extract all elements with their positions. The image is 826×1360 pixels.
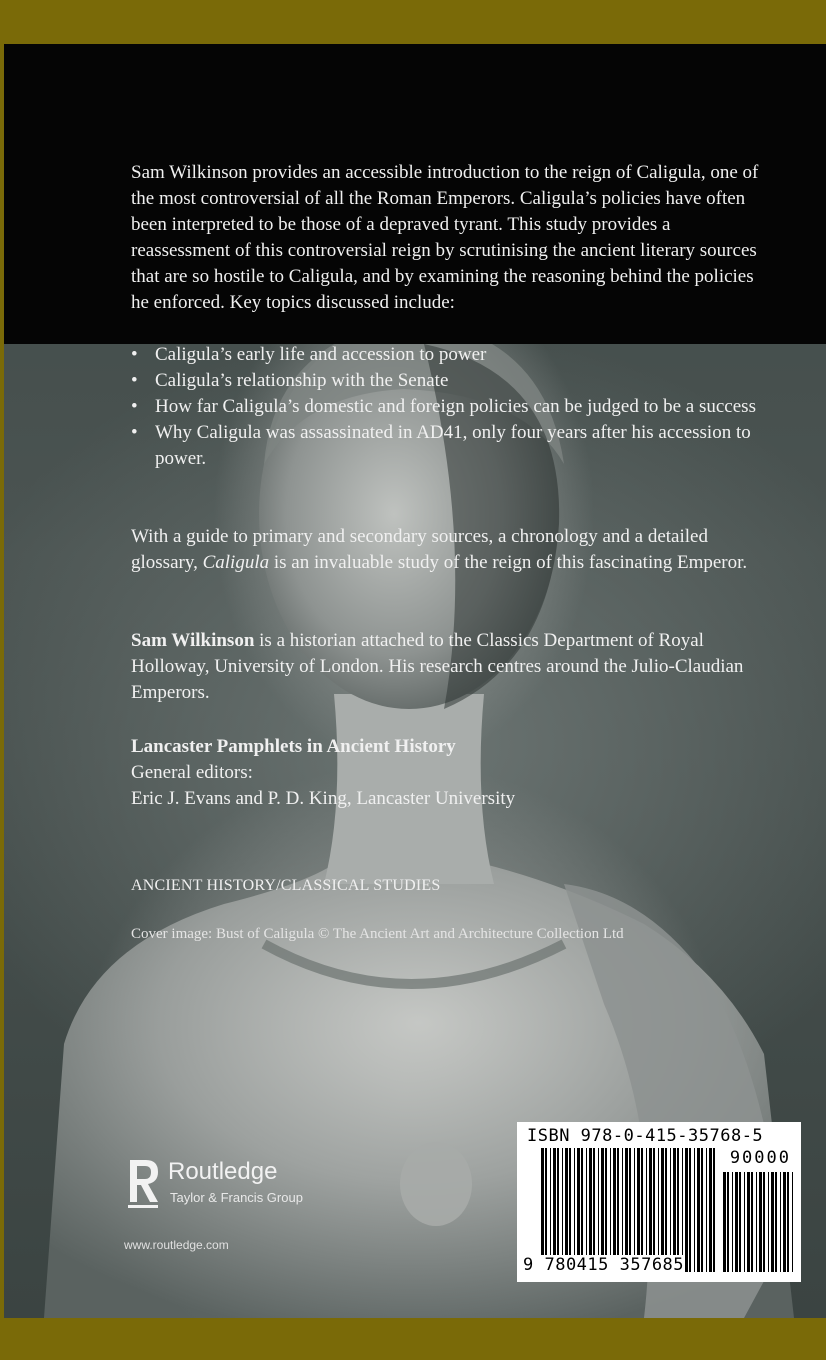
series-editors-label: General editors: [131,762,253,783]
barcode-bar [709,1148,712,1272]
barcode-bar [665,1148,667,1272]
barcode-bar [574,1148,575,1272]
barcode-bar [747,1172,750,1272]
barcode-bar [586,1148,587,1272]
list-item: • Why Caligula was assassinated in AD41, only four years after his accession to power. [131,420,771,472]
cover-image-credit: Cover image: Bust of Caligula © The Ancient Art and Architecture Collection Ltd [131,926,624,942]
barcode-bar [565,1148,568,1272]
barcode-bar [653,1148,655,1272]
barcode-bar [646,1148,647,1272]
book-title-italic: Caligula [202,552,270,573]
barcode-bar [697,1148,700,1272]
barcode-bar [553,1148,556,1272]
barcode-bar [735,1172,738,1272]
barcode-bar [673,1148,676,1272]
barcode-bar [689,1148,691,1272]
barcode-bar [589,1148,592,1272]
barcode-bar [775,1172,777,1272]
barcode-bar [641,1148,643,1272]
barcode-bar [713,1148,715,1272]
barcode-bar [577,1148,580,1272]
routledge-r-icon [124,1156,164,1212]
barcode-bar [783,1172,786,1272]
subject-category: ANCIENT HISTORY/CLASSICAL STUDIES [131,877,441,894]
series-info [131,734,771,812]
intro-paragraph: Sam Wilkinson provides an accessible introduction to the reign of Caligula, one of the most controversial of all the Roman Emperors. Caligula’s policies have often been interpreted to be those of a depraved tyrant. This study provides a reassessment of this controversial reign by scrutinising the ancient literary sources that are so hostile to Caligula, and by examining the reasoning behind the policies he enforced. Key topics discussed include: [131,162,759,313]
barcode-bar [727,1172,729,1272]
barcode-bar [682,1148,683,1272]
barcode-bar [701,1148,703,1272]
barcode-bar [723,1172,726,1272]
author-name: Sam Wilkinson [131,630,255,651]
barcode-bar [677,1148,679,1272]
barcode-bar [610,1148,611,1272]
barcode-bar [780,1172,781,1272]
barcode-bar [732,1172,733,1272]
barcode-bar [792,1172,793,1272]
barcode-bar [598,1148,599,1272]
barcode-bar [649,1148,652,1272]
barcode-bar [613,1148,616,1272]
barcode-bar [550,1148,551,1272]
barcode-bar [744,1172,745,1272]
barcode-bar [545,1148,547,1272]
closing-text-before: With a guide to primary and secondary sources, a chronology and a detailed glossary, [131,526,708,573]
barcode-bar [751,1172,753,1272]
barcode-bar [658,1148,659,1272]
series-title: Lancaster Pamphlets in Ancient History [131,736,456,757]
barcode-bar [593,1148,595,1272]
barcode-bar [787,1172,789,1272]
barcode-bar [768,1172,769,1272]
barcode-bar [562,1148,563,1272]
barcode-bar [670,1148,671,1272]
barcode-bar [617,1148,619,1272]
publisher-name: Routledge [168,1158,278,1185]
ean-digits: 9 780415 357685 [523,1255,685,1275]
barcode-bar [557,1148,559,1272]
author-bio [131,628,771,706]
barcode-bar [581,1148,583,1272]
barcode-bar [625,1148,628,1272]
barcode-bar [629,1148,631,1272]
barcode-bar [739,1172,741,1272]
publisher-logo [124,1156,324,1216]
key-topics-list [131,342,771,472]
barcode-bar [637,1148,640,1272]
list-item: • Caligula’s relationship with the Senate [131,368,771,394]
publisher-group: Taylor & Francis Group [170,1190,303,1205]
barcode-bar [694,1148,695,1272]
barcode-bar [569,1148,571,1272]
barcode-bar [605,1148,607,1272]
isbn-barcode [517,1122,801,1282]
list-item: • Caligula’s early life and accession to power [131,342,771,368]
cover-photo-panel [4,44,826,1318]
barcode-bar [706,1148,707,1272]
barcode-bar [622,1148,623,1272]
barcode-bar [685,1148,688,1272]
barcode-bar [541,1148,544,1272]
list-item: • How far Caligula’s domestic and foreign policies can be judged to be a success [131,394,771,420]
barcode-bar [771,1172,774,1272]
author-bio-text: is a historian attached to the Classics Department of Royal Holloway, University of London. His research centres around the Julio-Claudian Emperors. [131,630,744,703]
barcode-bar [763,1172,765,1272]
publisher-website: www.routledge.com [124,1238,229,1252]
barcode-bar [759,1172,762,1272]
barcode-bar [601,1148,604,1272]
closing-paragraph [131,524,771,576]
barcode-bar [756,1172,757,1272]
barcode-bar [661,1148,664,1272]
closing-text-after: is an invaluable study of the reign of this fascinating Emperor. [269,552,748,573]
price-code: 90000 [729,1148,791,1168]
isbn-label: ISBN 978-0-415-35768-5 [527,1126,764,1146]
series-editors: Eric J. Evans and P. D. King, Lancaster University [131,788,516,809]
barcode-bar [634,1148,635,1272]
